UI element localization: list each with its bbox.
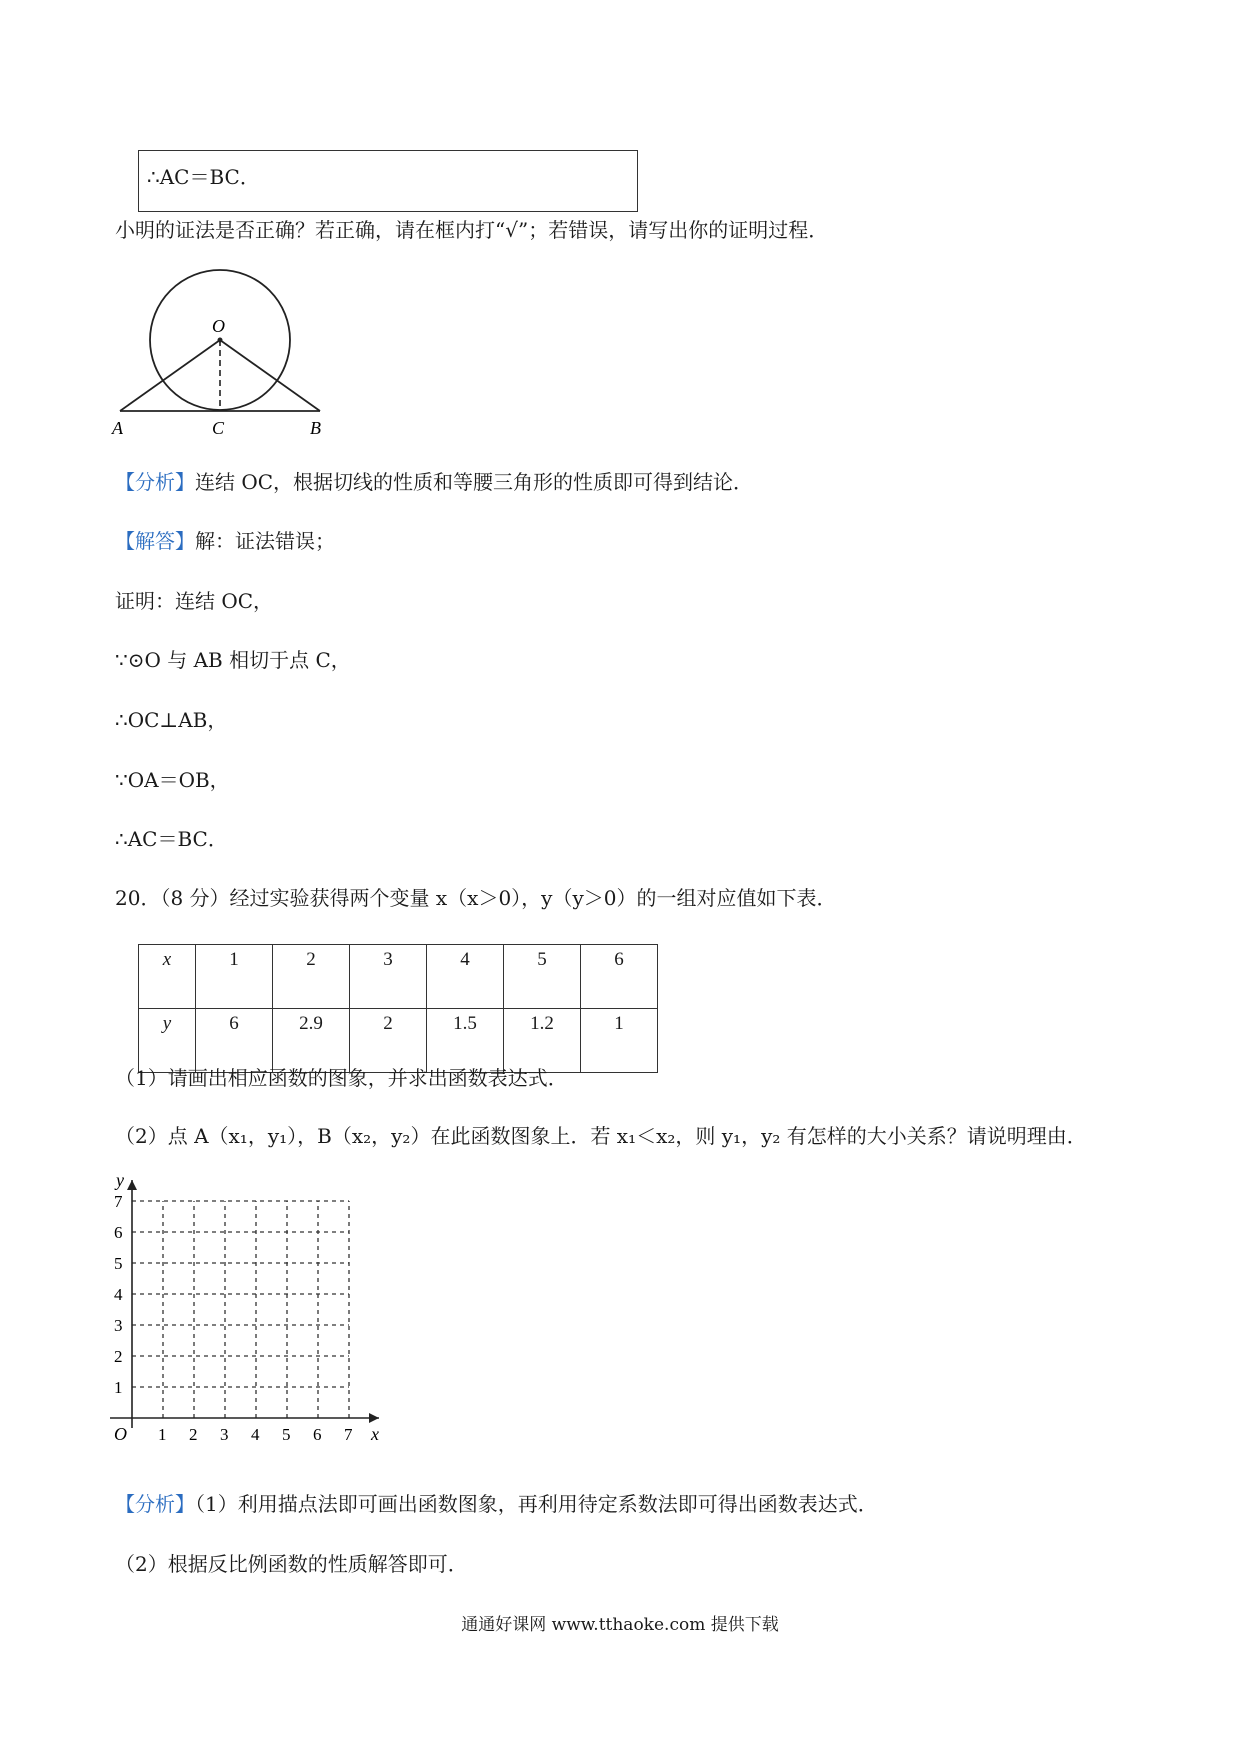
table-cell: 4	[427, 945, 504, 1009]
proof-line-3: ∴OC⊥AB，	[115, 708, 228, 732]
solution-text: 解：证法错误；	[195, 529, 335, 553]
label-C: C	[212, 418, 225, 438]
x-tick-label: 3	[220, 1425, 229, 1444]
proof-box	[138, 150, 638, 212]
table-row-y	[139, 1009, 658, 1073]
x-tick-label: 1	[158, 1425, 167, 1444]
table-cell: 3	[350, 945, 427, 1009]
y-tick-label: 2	[114, 1347, 123, 1366]
analysis-1	[115, 468, 753, 496]
label-O: O	[212, 316, 225, 336]
y-tick-label: 5	[114, 1254, 123, 1273]
solution	[115, 527, 335, 555]
y-tick-label: 4	[114, 1285, 123, 1304]
question-20: 20．（8 分）经过实验获得两个变量 x（x＞0），y（y＞0）的一组对应值如下表．	[115, 886, 837, 910]
y-tick-label: 6	[114, 1223, 123, 1242]
sub-question-2: （2）点 A（x₁，y₁），B（x₂，y₂）在此函数图象上．若 x₁＜x₂，则 y₁，y₂ 有怎样的大小关系？请说明理由．	[115, 1124, 1087, 1148]
x-tick-label: 6	[313, 1425, 322, 1444]
footer: 通通好课网 www.tthaoke.com 提供下载	[461, 1615, 779, 1635]
solution-tag: 【解答】	[115, 529, 195, 553]
y-axis-arrow	[127, 1180, 137, 1190]
table-cell: 2	[350, 1009, 427, 1073]
label-A: A	[112, 418, 123, 438]
analysis-tag: 【分析】	[115, 470, 195, 494]
question-line: 小明的证法是否正确？若正确，请在框内打“√”；若错误，请写出你的证明过程．	[115, 218, 829, 242]
table-cell: 1	[581, 1009, 658, 1073]
analysis-2b: （2）根据反比例函数的性质解答即可．	[115, 1552, 468, 1576]
analysis-2-text: （1）利用描点法即可画出函数图象，再利用待定系数法即可得出函数表达式．	[195, 1492, 878, 1516]
table-cell: 6	[581, 945, 658, 1009]
table-cell: 1	[196, 945, 273, 1009]
x-tick-label: 4	[251, 1425, 260, 1444]
proof-line-2: ∵⊙O 与 AB 相切于点 C，	[115, 648, 351, 672]
y-tick-label: 7	[114, 1192, 123, 1211]
table-cell: y	[139, 1009, 196, 1073]
label-B: B	[310, 418, 321, 438]
proof-box-text: ∴AC＝BC．	[147, 165, 260, 189]
proof-line-1: 证明：连结 OC，	[115, 589, 274, 613]
y-tick-label: 3	[114, 1316, 123, 1335]
origin-label: O	[114, 1424, 127, 1444]
x-tick-label: 5	[282, 1425, 291, 1444]
value-table	[138, 944, 658, 1073]
analysis-text: 连结 OC，根据切线的性质和等腰三角形的性质即可得到结论．	[195, 470, 754, 494]
analysis-2	[115, 1490, 878, 1518]
coordinate-grid	[100, 1170, 390, 1460]
analysis-2-tag: 【分析】	[115, 1492, 195, 1516]
y-axis-label: y	[116, 1170, 124, 1190]
table-cell: 1.5	[427, 1009, 504, 1073]
table-cell: 5	[504, 945, 581, 1009]
x-axis-label: x	[371, 1424, 379, 1444]
table-row-x	[139, 945, 658, 1009]
table-cell: 1.2	[504, 1009, 581, 1073]
y-tick-label: 1	[114, 1378, 123, 1397]
table-cell: x	[139, 945, 196, 1009]
x-tick-label: 2	[189, 1425, 198, 1444]
table-cell: 2	[273, 945, 350, 1009]
proof-line-4: ∵OA＝OB，	[115, 768, 230, 792]
table-cell: 6	[196, 1009, 273, 1073]
table-cell: 2.9	[273, 1009, 350, 1073]
sub-question-1: （1）请画出相应函数的图象，并求出函数表达式．	[115, 1066, 568, 1090]
x-tick-label: 7	[344, 1425, 353, 1444]
x-axis-arrow	[369, 1413, 379, 1423]
circle-tangent-figure	[110, 268, 350, 438]
proof-line-5: ∴AC＝BC．	[115, 827, 228, 851]
